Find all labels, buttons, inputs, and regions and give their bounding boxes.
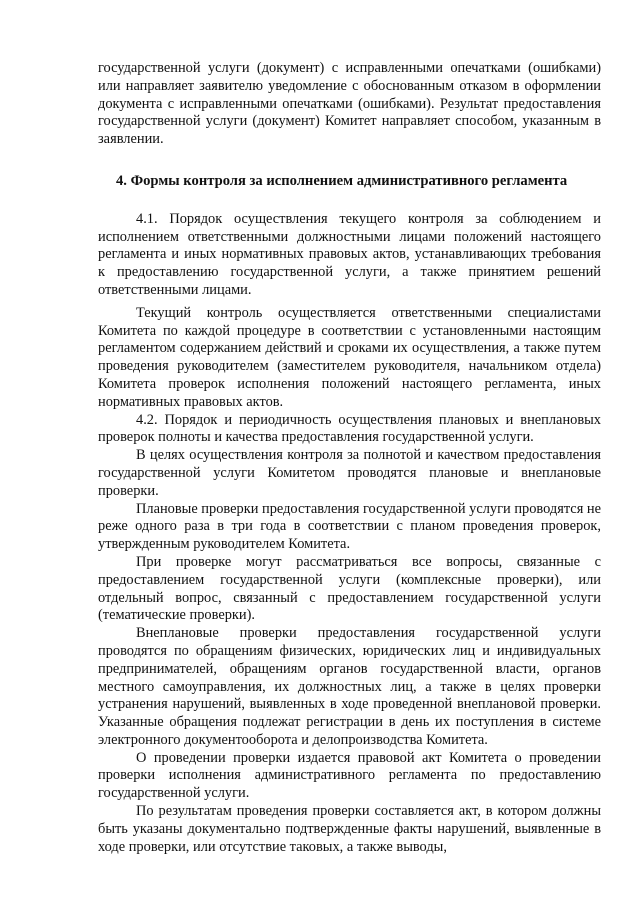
paragraph-control-purpose: В целях осуществления контроля за полнотой и качеством предоставления государственной услуги Комитетом проводятся плановые и внеплановые проверки.: [98, 447, 601, 499]
document-body: [98, 60, 601, 856]
paragraph-check-act: О проведении проверки издается правовой акт Комитета о проведении проверки исполнения административного регламента по предоставлению государственной услуги.: [98, 749, 601, 802]
paragraph-planned-checks: Плановые проверки предоставления государственной услуги проводятся не реже одного раза в три года в соответствии с планом проведения проверок, утвержденным руководителем Комитета.: [98, 500, 601, 553]
paragraph-4-2: 4.2. Порядок и периодичность осуществления плановых и внеплановых проверок полноты и качества предоставления государственной услуги.: [98, 411, 601, 446]
paragraph-current-control: Текущий контроль осуществляется ответственными специалистами Комитета по каждой процедуре в соответствии с установленными настоящим регламентом содержанием действий и сроками их осуществления, а также путем проведения руководителем (заместителем руководителя, начальником отдела) Комитета проверок исполнения положений настоящего регламента, иных нормативных правовых актов.: [98, 304, 601, 410]
paragraph-4-1: 4.1. Порядок осуществления текущего контроля за соблюдением и исполнением ответственными должностными лицами положений настоящего регламента и иных нормативных правовых актов, устанавливающих требования к предоставлению государственной услуги, а также принятием решений ответственными лицами.: [98, 210, 601, 298]
paragraph-unplanned-checks: Внеплановые проверки предоставления государственной услуги проводятся по обращениям физических, юридических лиц и индивидуальных предпринимателей, обращениям органов государственной власти, органов местного самоуправления, их должностных лиц, а также в целях проверки устранения нарушений, выявленных в ходе проведенной внеплановой проверки. Указанные обращения подлежат регистрации в день их поступления в системе электронного документооборота и делопроизводства Комитета.: [98, 625, 601, 748]
intro-paragraph: государственной услуги (документ) с исправленными опечатками (ошибками) или направляет заявителю уведомление с обоснованным отказом в оформлении документа с исправленными опечатками (ошибками). Результат предоставления государственной услуги (документ) Комитет направляет способом, указанным в заявлении.: [98, 60, 601, 148]
section-heading: 4. Формы контроля за исполнением административного регламента: [116, 172, 568, 189]
paragraph-check-results: По результатам проведения проверки составляется акт, в котором должны быть указаны документально подтвержденные факты нарушений, выявленные в ходе проверки, или отсутствие таковых, а также выводы,: [98, 803, 601, 855]
paragraph-check-scope: При проверке могут рассматриваться все вопросы, связанные с предоставлением государственной услуги (комплексные проверки), или отдельный вопрос, связанный с предоставлением государственной услуги (тематические проверки).: [98, 553, 601, 624]
